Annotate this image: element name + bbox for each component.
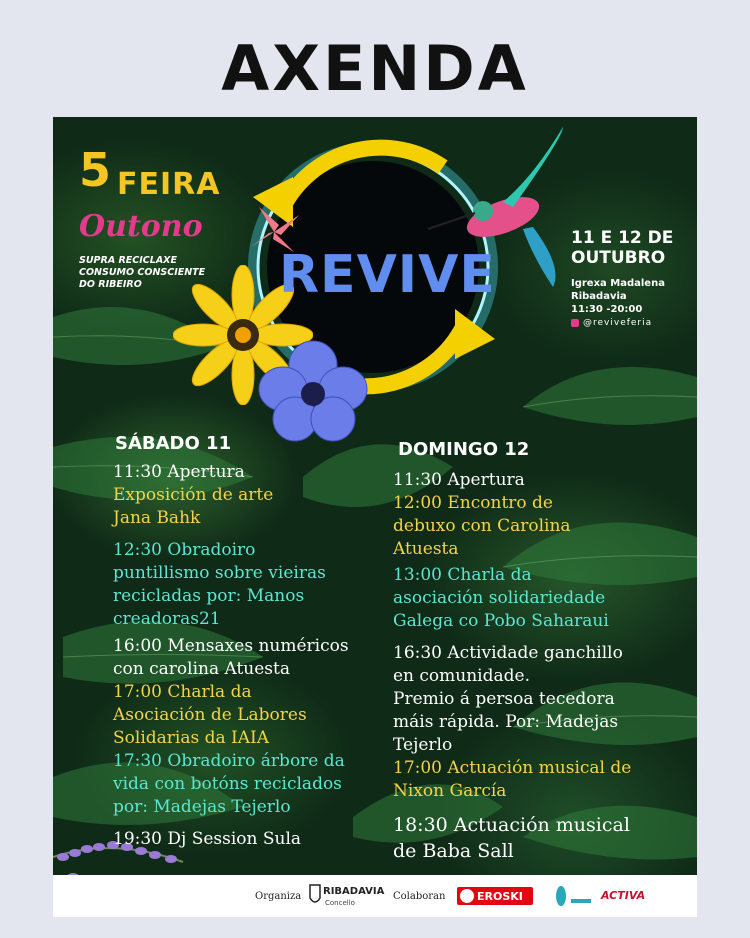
schedule-line: Tejerlo — [393, 735, 453, 755]
schedule-line: 17:00 Actuación musical de — [393, 758, 632, 778]
venue-line: Ribadavia — [571, 291, 627, 302]
schedule-line: máis rápida. Por: Madejas — [393, 712, 619, 732]
schedule-item — [113, 635, 393, 681]
schedule-line: 11:30 Apertura — [113, 462, 245, 482]
schedule-line: Atuesta — [393, 539, 459, 559]
schedule-line: 19:30 Dj Session Sula — [113, 829, 302, 849]
schedule-line: Galega co Pobo Saharaui — [393, 611, 609, 631]
schedule-line: 16:00 Mensaxes numéricos — [113, 636, 349, 656]
eroski-logo — [457, 887, 533, 905]
instagram-text: @reviveferia — [583, 318, 653, 328]
schedule-line: 12:30 Obradoiro — [113, 540, 256, 560]
event-dates — [571, 229, 673, 268]
date-line: 11 E 12 DE — [571, 228, 674, 248]
schedule-line: puntillismo sobre vieiras — [113, 563, 326, 583]
date-line: OUTUBRO — [571, 247, 666, 268]
tagline-line: DO RIBEIRO — [79, 278, 142, 290]
saturday-schedule — [113, 461, 393, 851]
sunday-heading: DOMINGO 12 — [398, 439, 530, 460]
schedule-line: creadoras21 — [113, 609, 221, 629]
eroski-e-icon — [460, 889, 474, 903]
schedule-line: Solidarias da IAIA — [113, 728, 270, 748]
instagram-handle — [571, 318, 652, 328]
eroski-text: EROSKI — [477, 890, 523, 903]
organiza-label: Organiza — [255, 891, 302, 902]
tagline-line: SUPRA RECICLAXE — [79, 255, 177, 266]
page-title: AXENDA — [221, 32, 529, 105]
schedule-line: 11:30 Apertura — [393, 470, 525, 490]
schedule-line: de Baba Sall — [393, 840, 514, 862]
schedule-line: vida con botóns reciclados — [113, 774, 342, 794]
schedule-item — [393, 469, 683, 492]
venue-hours: 11:30 -20:00 — [571, 304, 643, 315]
logo-wordmark: REVIVE — [279, 245, 496, 305]
schedule-line: Nixon García — [393, 781, 507, 801]
schedule-item — [393, 564, 683, 633]
sponsor-bar — [53, 875, 697, 917]
blue-flower-icon — [253, 339, 373, 449]
schedule-item — [393, 812, 683, 864]
schedule-item — [113, 750, 393, 819]
edition-word: FEIRA — [117, 167, 221, 202]
colaboran-label: Colaboran — [393, 891, 446, 902]
schedule-item — [393, 642, 683, 757]
schedule-item — [113, 539, 393, 631]
schedule-line: Exposición de arte — [113, 485, 274, 505]
schedule-line: 17:30 Obradoiro árbore da — [113, 751, 345, 771]
schedule-line: Premio á persoa tecedora — [393, 689, 615, 709]
schedule-item — [393, 757, 683, 803]
edition-number: 5 — [79, 143, 112, 197]
venue-line: Igrexa Madalena — [571, 278, 665, 289]
schedule-item — [113, 828, 393, 851]
organizer-sub: Concello — [325, 899, 355, 907]
instagram-icon — [571, 319, 579, 327]
schedule-line: Jana Bahk — [113, 508, 201, 528]
event-poster — [53, 117, 697, 917]
schedule-line: 16:30 Actividade ganchillo — [393, 643, 623, 663]
schedule-line: Asociación de Labores — [113, 705, 307, 725]
schedule-line: recicladas por: Manos — [113, 586, 305, 606]
venue-info — [571, 277, 665, 316]
schedule-item — [113, 484, 393, 530]
schedule-item — [113, 461, 393, 484]
ribadavia-crest-icon — [309, 884, 321, 906]
schedule-item — [113, 681, 393, 750]
saturday-heading: SÁBADO 11 — [115, 433, 232, 454]
activa-logo: ACTIVA — [601, 889, 646, 902]
schedule-line: por: Madejas Tejerlo — [113, 797, 291, 817]
schedule-line: 12:00 Encontro de — [393, 493, 553, 513]
schedule-line: en comunidade. — [393, 666, 530, 686]
schedule-line: con carolina Atuesta — [113, 659, 290, 679]
schedule-line: 13:00 Charla da — [393, 565, 532, 585]
footprint-logo-icon — [553, 883, 593, 909]
schedule-item — [393, 492, 683, 561]
schedule-line: debuxo con Carolina — [393, 516, 571, 536]
organizer-name: RIBADAVIA — [323, 886, 385, 897]
season-title: Outono — [79, 209, 203, 244]
schedule-line: 18:30 Actuación musical — [393, 814, 630, 836]
sunday-schedule — [393, 469, 683, 864]
schedule-line: 17:00 Charla da — [113, 682, 252, 702]
tagline-line: CONSUMO CONSCIENTE — [79, 266, 206, 278]
schedule-line: asociación solidariedade — [393, 588, 606, 608]
